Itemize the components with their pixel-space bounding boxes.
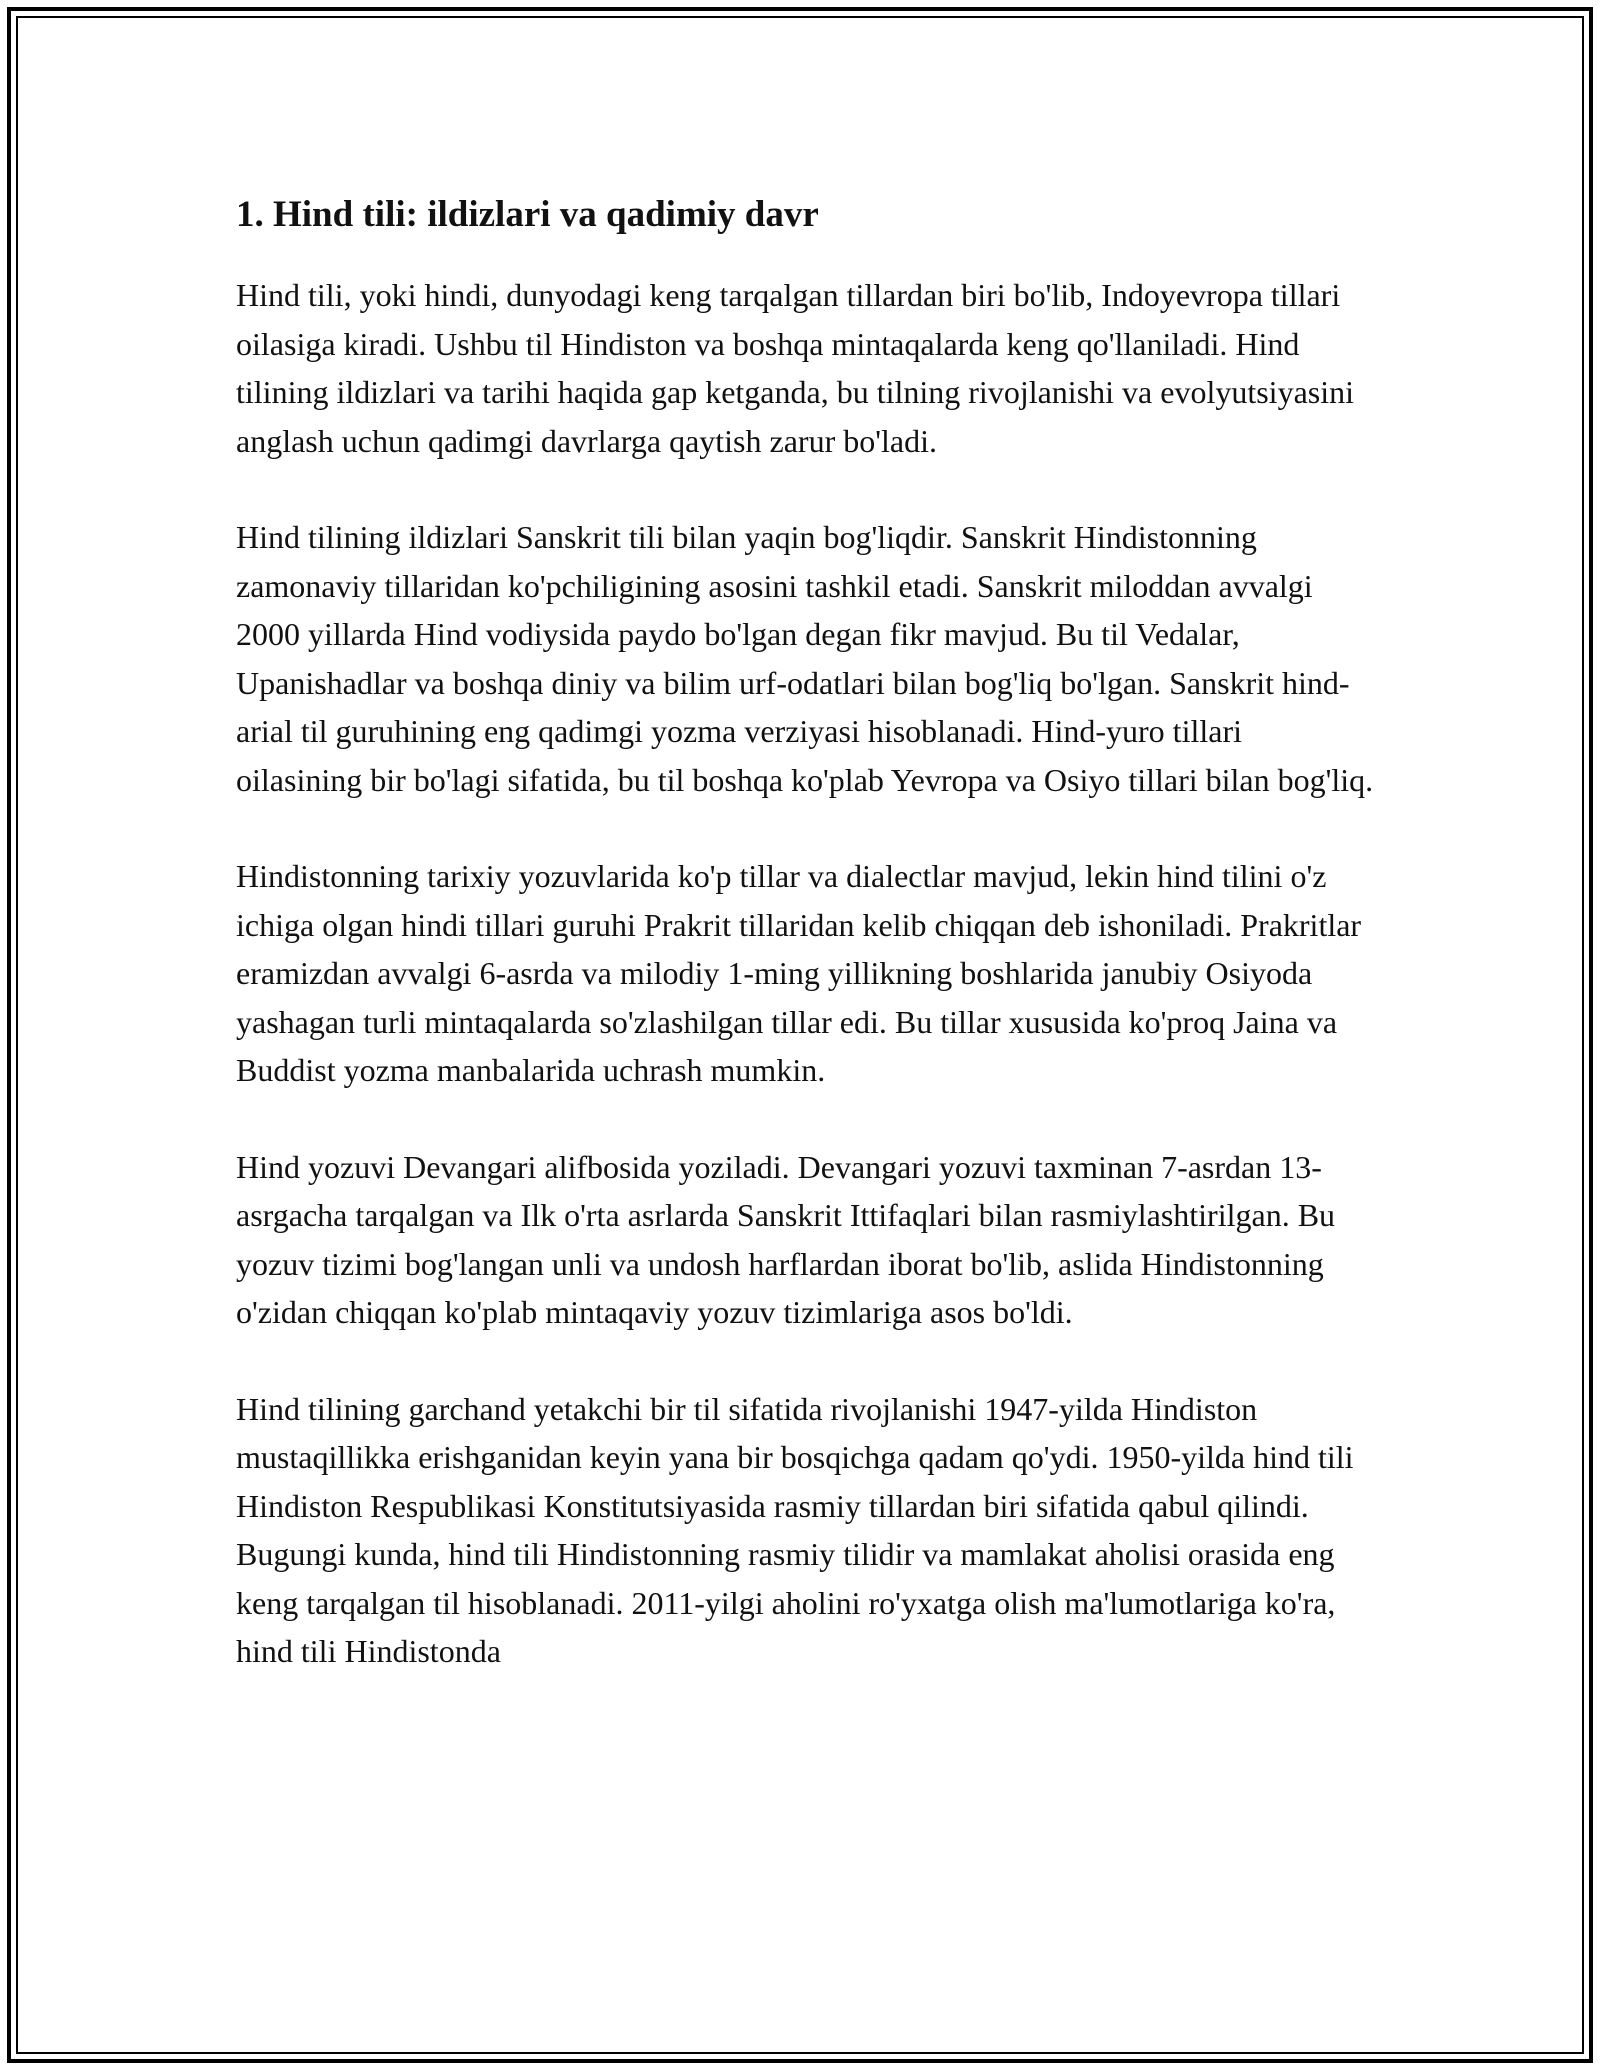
paragraph-modern: Hind tilining garchand yetakchi bir til sifatida rivojlanishi 1947-yilda Hindiston mustaqillikka erishganidan keyin yana bir bosqichga qadam qo'ydi. 1950-yilda hind tili Hindiston Respublikasi Konstitutsiyasida rasmiy tillardan biri sifatida qabul qilindi. Bugungi kunda, hind tili Hindistonning rasmiy tilidir va mamlakat aholisi orasida eng keng tarqalgan til hisoblanadi. 2011-yilgi aholini ro'yxatga olish ma'lumotlariga ko'ra, hind tili Hindistonda <box>236 1390 1354 1669</box>
section-heading: 1. Hind tili: ildizlari va qadimiy davr <box>236 194 819 235</box>
paragraph-prakrit: Hindistonning tarixiy yozuvlarida ko'p tillar va dialectlar mavjud, lekin hind tilini o'z ichiga olgan hindi tillari guruhi Prakrit tillaridan kelib chiqqan deb ishoniladi. Prakritlar eramizdan avvalgi 6-asrda va milodiy 1-ming yillikning boshlarida janubiy Osiyoda yashagan turli mintaqalarda so'zlashilgan tillar edi. Bu tillar xususida ko'proq Jaina va Buddist yozma manbalarida uchrash mumkin. <box>236 858 1362 1088</box>
paragraph-intro: Hind tili, yoki hindi, dunyodagi keng tarqalgan tillardan biri bo'lib, Indoyevropa tillari oilasiga kiradi. Ushbu til Hindiston va boshqa mintaqalarda keng qo'llaniladi. Hind tilining ildizlari va tarihi haqida gap ketganda, bu tilning rivojlanishi va evolyutsiyasini anglash uchun qadimgi davrlarga qaytish zarur bo'ladi. <box>236 277 1354 459</box>
paragraph-sanskrit: Hind tilining ildizlari Sanskrit tili bilan yaqin bog'liqdir. Sanskrit Hindistonning zamonaviy tillaridan ko'pchiligining asosini tashkil etadi. Sanskrit miloddan avvalgi 2000 yillarda Hind vodiysida paydo bo'lgan degan fikr mavjud. Bu til Vedalar, Upanishadlar va boshqa diniy va bilim urf-odatlari bilan bog'liq bo'lgan. Sanskrit hind-arial til guruhining eng qadimgi yozma verziyasi hisoblanadi. Hind-yuro tillari oilasining bir bo'lagi sifatida, bu til boshqa ko'plab Yevropa va Osiyo tillari bilan bog'liq. <box>236 519 1374 798</box>
document-body <box>236 187 1376 1676</box>
paragraph-devanagari: Hind yozuvi Devangari alifbosida yoziladi. Devangari yozuvi taxminan 7-asrdan 13-asrgacha tarqalgan va Ilk o'rta asrlarda Sanskrit Ittifaqlari bilan rasmiylashtirilgan. Bu yozuv tizimi bog'langan unli va undosh harflardan iborat bo'lib, aslida Hindistonning o'zidan chiqqan ko'plab mintaqaviy yozuv tizimlariga asos bo'ldi. <box>236 1148 1336 1330</box>
